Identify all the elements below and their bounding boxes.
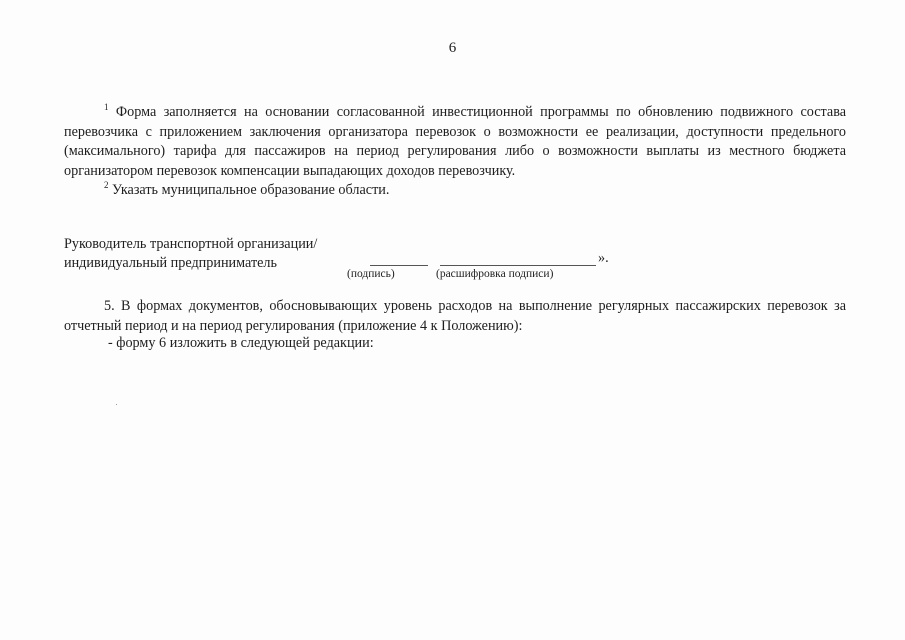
footnote-1-text: Форма заполняется на основании согласованной инвестиционной программы по обновлению подвижного состава перевозчика с приложением заключения организатора перевозок о возможности ее реализации, доступности предельного (максимального) тарифа для пассажиров на период регулирования либо о возможности выплаты из местного бюджета организатором перевозок компенсации выпадающих доходов перевозчику. bbox=[64, 104, 847, 179]
item-5-text: 5. В формах документов, обосновывающих уровень расходов на выполнение регулярных пассажирских перевозок за отчетный период и на период регулирования (приложение 4 к Положению): bbox=[64, 298, 846, 334]
footnote-2-text: Указать муниципальное образование области. bbox=[112, 182, 390, 198]
item-5-paragraph bbox=[64, 297, 846, 336]
signer-title-line-1: Руководитель транспортной организации/ bbox=[64, 236, 318, 252]
footnote-1-mark: 1 bbox=[104, 102, 109, 112]
signature-decoding-blank bbox=[440, 265, 596, 266]
signature-decoding-caption: (расшифровка подписи) bbox=[436, 268, 554, 280]
closing-quote: ». bbox=[598, 250, 609, 266]
signature-blank bbox=[370, 265, 428, 266]
item-5-subitem: - форму 6 изложить в следующей редакции: bbox=[108, 335, 374, 351]
footnote-2-mark: 2 bbox=[104, 180, 109, 190]
footnote-1 bbox=[64, 103, 846, 181]
footnote-2 bbox=[64, 181, 846, 201]
page-number: 6 bbox=[448, 40, 457, 56]
scan-speck bbox=[116, 404, 117, 405]
signer-title-line-2: индивидуальный предприниматель bbox=[64, 255, 277, 271]
signature-caption: (подпись) bbox=[347, 268, 395, 280]
